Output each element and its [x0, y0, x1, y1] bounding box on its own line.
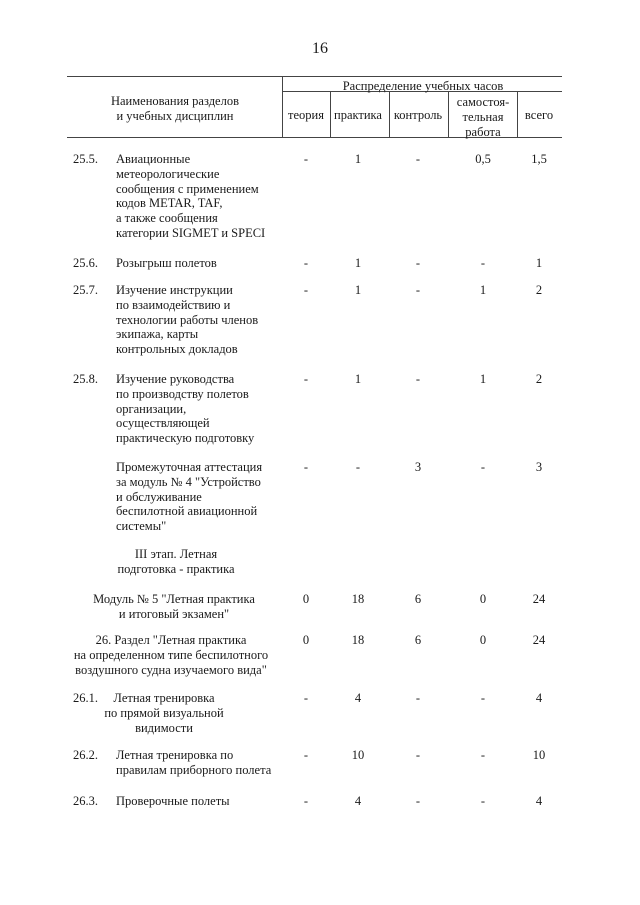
row-title: контрольных докладов: [116, 342, 238, 357]
header-name-column-label: Наименования разделов: [110, 94, 239, 108]
row-title: осуществляющей: [116, 416, 210, 431]
row-title: Летная тренировка: [113, 691, 215, 705]
cell-practice: 18: [351, 592, 365, 606]
cell-theory: -: [303, 256, 309, 270]
cell-control: -: [415, 256, 421, 270]
cell-control: 6: [414, 592, 422, 606]
header-col-self: работа: [465, 124, 501, 139]
cell-self: 1: [479, 372, 487, 386]
cell-theory: 0: [302, 592, 310, 606]
row-title: и обслуживание: [116, 489, 202, 504]
row-title: видимости: [135, 720, 193, 735]
cell-control: -: [415, 152, 421, 166]
header-col-self: тельная: [462, 109, 504, 124]
cell-control: -: [415, 372, 421, 386]
cell-self: 0: [479, 633, 487, 647]
cell-practice: 1: [354, 256, 362, 270]
header-name-column-label: и учебных дисциплин: [116, 108, 234, 123]
header-col-total: всего: [524, 108, 554, 122]
cell-control: 3: [414, 460, 422, 474]
cell-practice: 4: [354, 794, 362, 808]
row-title: III этап. Летная: [134, 547, 218, 561]
row-title: экипажа, карты: [116, 327, 199, 342]
cell-total: 4: [535, 794, 543, 808]
row-title: Летная тренировка по: [116, 748, 234, 762]
cell-total: 1,5: [531, 152, 547, 166]
cell-self: -: [480, 794, 486, 808]
header-column-divider: [282, 76, 283, 138]
row-title: Розыгрыш полетов: [116, 256, 217, 270]
cell-theory: -: [303, 460, 309, 474]
cell-control: -: [415, 794, 421, 808]
cell-theory: 0: [302, 633, 310, 647]
cell-theory: -: [303, 283, 309, 297]
cell-self: 0: [479, 592, 487, 606]
cell-theory: -: [303, 748, 309, 762]
row-title: технологии работы членов: [116, 312, 259, 327]
row-number: 25.8.: [73, 372, 98, 386]
cell-total: 4: [535, 691, 543, 705]
row-number: 25.5.: [73, 152, 98, 166]
row-title: Изучение инструкции: [116, 283, 233, 297]
row-title: кодов METAR, TAF,: [116, 196, 223, 211]
cell-self: -: [480, 460, 486, 474]
cell-control: 6: [414, 633, 422, 647]
row-title: метеорологические: [116, 166, 220, 181]
cell-total: 2: [535, 283, 543, 297]
cell-theory: -: [303, 372, 309, 386]
cell-control: -: [415, 691, 421, 705]
header-col-theory: теория: [288, 108, 324, 122]
row-title: системы": [116, 519, 167, 534]
row-title: по прямой визуальной: [104, 705, 224, 720]
cell-self: 0,5: [475, 152, 491, 166]
cell-practice: 4: [354, 691, 362, 705]
header-col-practice: практика: [334, 108, 382, 122]
cell-total: 24: [532, 592, 546, 606]
row-number: 26.1.: [73, 691, 98, 705]
header-col-self: самостоя-: [456, 95, 510, 109]
row-number: 25.7.: [73, 283, 98, 297]
row-title: на определенном типе беспилотного: [73, 647, 269, 662]
header-distribution-label: Распределение учебных часов: [342, 79, 504, 93]
cell-practice: 1: [354, 152, 362, 166]
cell-self: 1: [479, 283, 487, 297]
cell-self: -: [480, 691, 486, 705]
row-title: Промежуточная аттестация: [116, 460, 263, 474]
row-title: по взаимодействию и: [116, 297, 231, 312]
row-title: а также сообщения: [116, 211, 218, 226]
row-title: Изучение руководства: [116, 372, 235, 386]
row-title: воздушного судна изучаемого вида": [75, 662, 267, 677]
cell-practice: 10: [351, 748, 365, 762]
row-title: практическую подготовку: [116, 431, 255, 446]
cell-theory: -: [303, 152, 309, 166]
cell-practice: 18: [351, 633, 365, 647]
cell-total: 3: [535, 460, 543, 474]
cell-total: 1: [535, 256, 543, 270]
row-title: сообщения с применением: [116, 181, 259, 196]
cell-practice: -: [355, 460, 361, 474]
cell-practice: 1: [354, 372, 362, 386]
cell-control: -: [415, 748, 421, 762]
row-title: подготовка - практика: [117, 561, 235, 576]
row-title: Модуль № 5 "Летная практика: [93, 592, 255, 606]
row-title: 26. Раздел "Летная практика: [95, 633, 247, 647]
cell-total: 10: [532, 748, 546, 762]
cell-self: -: [480, 748, 486, 762]
row-title: Проверочные полеты: [116, 794, 230, 808]
cell-theory: -: [303, 794, 309, 808]
header-top-rule: [67, 76, 562, 77]
page-number: 16: [312, 40, 328, 57]
row-title: беспилотной авиационной: [116, 504, 258, 519]
row-title: Авиационные: [116, 152, 191, 166]
row-number: 25.6.: [73, 256, 98, 270]
row-number: 26.3.: [73, 794, 98, 808]
cell-total: 2: [535, 372, 543, 386]
cell-self: -: [480, 256, 486, 270]
row-number: 26.2.: [73, 748, 98, 762]
row-title: правилам приборного полета: [116, 762, 272, 777]
cell-total: 24: [532, 633, 546, 647]
row-title: организации,: [116, 401, 187, 416]
row-title: по производству полетов: [116, 386, 249, 401]
row-title: за модуль № 4 "Устройство: [116, 474, 261, 489]
header-col-control: контроль: [393, 108, 443, 122]
cell-practice: 1: [354, 283, 362, 297]
cell-theory: -: [303, 691, 309, 705]
row-title: и итоговый экзамен": [118, 606, 230, 621]
cell-control: -: [415, 283, 421, 297]
row-title: категории SIGMET и SPECI: [116, 226, 266, 240]
